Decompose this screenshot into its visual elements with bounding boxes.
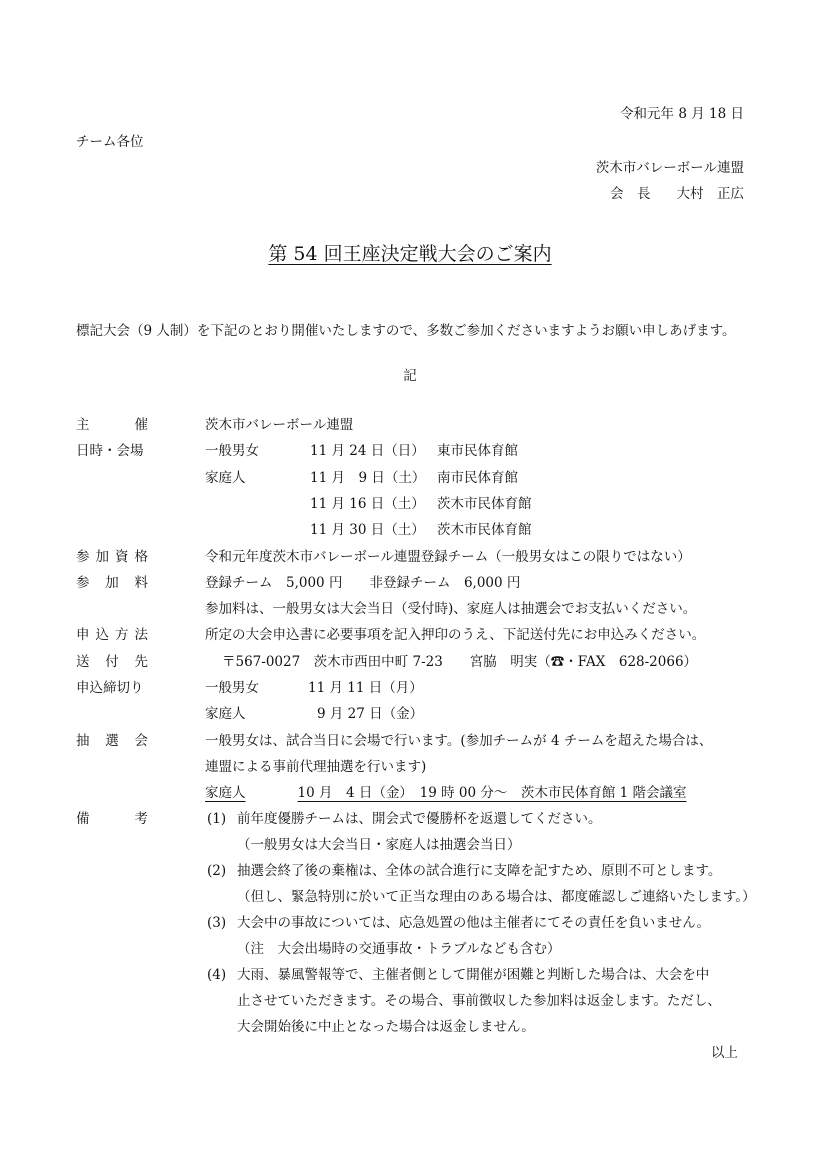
deadline-general-date: 11 月 11 日（月） bbox=[308, 680, 423, 696]
remarks-item-4 bbox=[0, 969, 820, 987]
president-title: 会 長 bbox=[610, 186, 651, 202]
lottery-row-home bbox=[0, 787, 820, 805]
schedule-home-venue-2: 茨木市民体育館 bbox=[437, 496, 532, 512]
sponsor-value: 茨木市バレーボール連盟 bbox=[205, 417, 354, 433]
schedule-row-general bbox=[0, 445, 820, 463]
method-value: 所定の大会申込書に必要事項を記入押印のうえ、下記送付先にお申込みください。 bbox=[205, 627, 706, 643]
fee-payment-note: 参加料は、一般男女は大会当日（受付時)、家庭人は抽選会でお支払いください。 bbox=[205, 601, 697, 617]
eligibility-label: 参 加 資 格 bbox=[76, 549, 148, 565]
schedule-home-date-3: 11 月 30 日（土） bbox=[310, 522, 425, 538]
schedule-general-category: 一般男女 bbox=[205, 443, 259, 459]
remarks-item-2-note bbox=[0, 891, 820, 909]
send-to-value: 〒567-0027 茨木市西田中町 7-23 宮脇 明実（☎・FAX 628-2066） bbox=[222, 654, 698, 670]
document-date: 令和元年 8 月 18 日 bbox=[620, 106, 744, 122]
schedule-home-date-1: 11 月 9 日（土） bbox=[310, 470, 426, 486]
remarks-item-3-note bbox=[0, 943, 820, 961]
intro-paragraph: 標記大会（9 人制）を下記のとおり開催いたしますので、多数ご参加くださいますようお願い申しあげます。 bbox=[76, 323, 736, 339]
deadline-row-home bbox=[0, 708, 820, 726]
remarks-item-1 bbox=[0, 813, 820, 831]
president-line bbox=[610, 188, 744, 202]
eligibility-value: 令和元年度茨木市バレーボール連盟登録チーム（一般男女はこの限りではない） bbox=[205, 549, 691, 565]
schedule-row-home-1 bbox=[0, 472, 820, 490]
fee-row bbox=[0, 577, 820, 595]
schedule-home-venue-1: 南市民体育館 bbox=[437, 470, 518, 486]
fee-label: 参 加 料 bbox=[76, 575, 148, 591]
remark-text: 前年度優勝チームは、開会式で優勝杯を返還してください。 bbox=[237, 811, 602, 827]
remark-text: 大会中の事故については、応急処置の他は主催者にてその責任を負いません。 bbox=[237, 915, 711, 931]
schedule-general-venue: 東市民体育館 bbox=[437, 443, 518, 459]
sponsor-row bbox=[0, 419, 820, 437]
lottery-home-line bbox=[205, 787, 715, 801]
schedule-home-category: 家庭人 bbox=[205, 470, 246, 486]
remark-note: （注 大会出場時の交通事故・トラブルなども含む） bbox=[237, 941, 561, 957]
document-title: 第 54 回王座決定戦大会のご案内 bbox=[268, 243, 552, 265]
deadline-label: 申込締切り bbox=[76, 680, 144, 696]
schedule-home-date-2: 11 月 16 日（土） bbox=[310, 496, 425, 512]
president-name: 大村 正広 bbox=[676, 186, 744, 202]
remark-text: 大雨、暴風警報等で、主催者側として開催が困難と判断した場合は、大会を中 bbox=[237, 967, 710, 983]
deadline-home-date: 9 月 27 日（金） bbox=[317, 706, 424, 722]
remark-text: 大会開始後に中止となった場合は返金しません。 bbox=[237, 1019, 535, 1035]
send-to-row bbox=[0, 656, 820, 674]
remark-number: (1) bbox=[207, 811, 227, 827]
remark-note: （一般男女は大会当日・家庭人は抽選会当日） bbox=[237, 837, 521, 853]
method-row bbox=[0, 629, 820, 647]
remarks-item-4-line-3 bbox=[0, 1021, 820, 1039]
deadline-general-category: 一般男女 bbox=[205, 680, 259, 696]
lottery-home-detail: 10 月 4 日（金） 19 時 00 分～ 茨木市民体育館 1 階会議室 bbox=[297, 785, 687, 801]
schedule-general-date: 11 月 24 日（日） bbox=[310, 443, 425, 459]
remark-number: (3) bbox=[207, 915, 227, 931]
remarks-item-3 bbox=[0, 917, 820, 935]
schedule-row-home-2 bbox=[0, 498, 820, 516]
lottery-row-1 bbox=[0, 735, 820, 753]
schedule-label: 日時・会場 bbox=[76, 443, 144, 459]
method-label: 申 込 方 法 bbox=[76, 627, 148, 643]
eligibility-row bbox=[0, 551, 820, 569]
remark-text: 止させていただきます。その場合、事前徴収した参加料は返金します。ただし、 bbox=[237, 993, 721, 1009]
lottery-general-text: 一般男女は、試合当日に会場で行います。(参加チームが 4 チームを超えた場合は、 bbox=[205, 733, 713, 749]
lottery-label: 抽 選 会 bbox=[76, 733, 148, 749]
deadline-row-general bbox=[0, 682, 820, 700]
remarks-item-2 bbox=[0, 865, 820, 883]
schedule-row-home-3 bbox=[0, 524, 820, 542]
closing-mark: 以上 bbox=[711, 1045, 738, 1061]
ki-marker: 記 bbox=[403, 368, 417, 384]
remarks-label: 備 考 bbox=[76, 811, 148, 827]
remarks-item-1-note bbox=[0, 839, 820, 857]
remark-number: (2) bbox=[207, 863, 227, 879]
organization-name: 茨木市バレーボール連盟 bbox=[595, 160, 744, 176]
lottery-home-category: 家庭人 bbox=[205, 785, 246, 801]
schedule-home-venue-3: 茨木市民体育館 bbox=[437, 522, 532, 538]
send-to-label: 送 付 先 bbox=[76, 654, 148, 670]
remark-number: (4) bbox=[207, 967, 227, 983]
recipient: チーム各位 bbox=[76, 134, 144, 150]
lottery-proxy-text: 連盟による事前代理抽選を行います) bbox=[205, 759, 427, 775]
remarks-item-4-line-2 bbox=[0, 995, 820, 1013]
remark-text: 抽選会終了後の棄権は、全体の試合進行に支障を記すため、原則不可とします。 bbox=[237, 863, 722, 879]
fee-note-row bbox=[0, 603, 820, 621]
fee-amounts: 登録チーム 5,000 円 非登録チーム 6,000 円 bbox=[205, 575, 521, 591]
sponsor-label: 主 催 bbox=[76, 417, 148, 433]
remark-note: （但し、緊急特別に於いて正当な理由のある場合は、都度確認しご連絡いたします。） bbox=[237, 889, 756, 905]
lottery-row-2 bbox=[0, 761, 820, 779]
deadline-home-category: 家庭人 bbox=[205, 706, 246, 722]
